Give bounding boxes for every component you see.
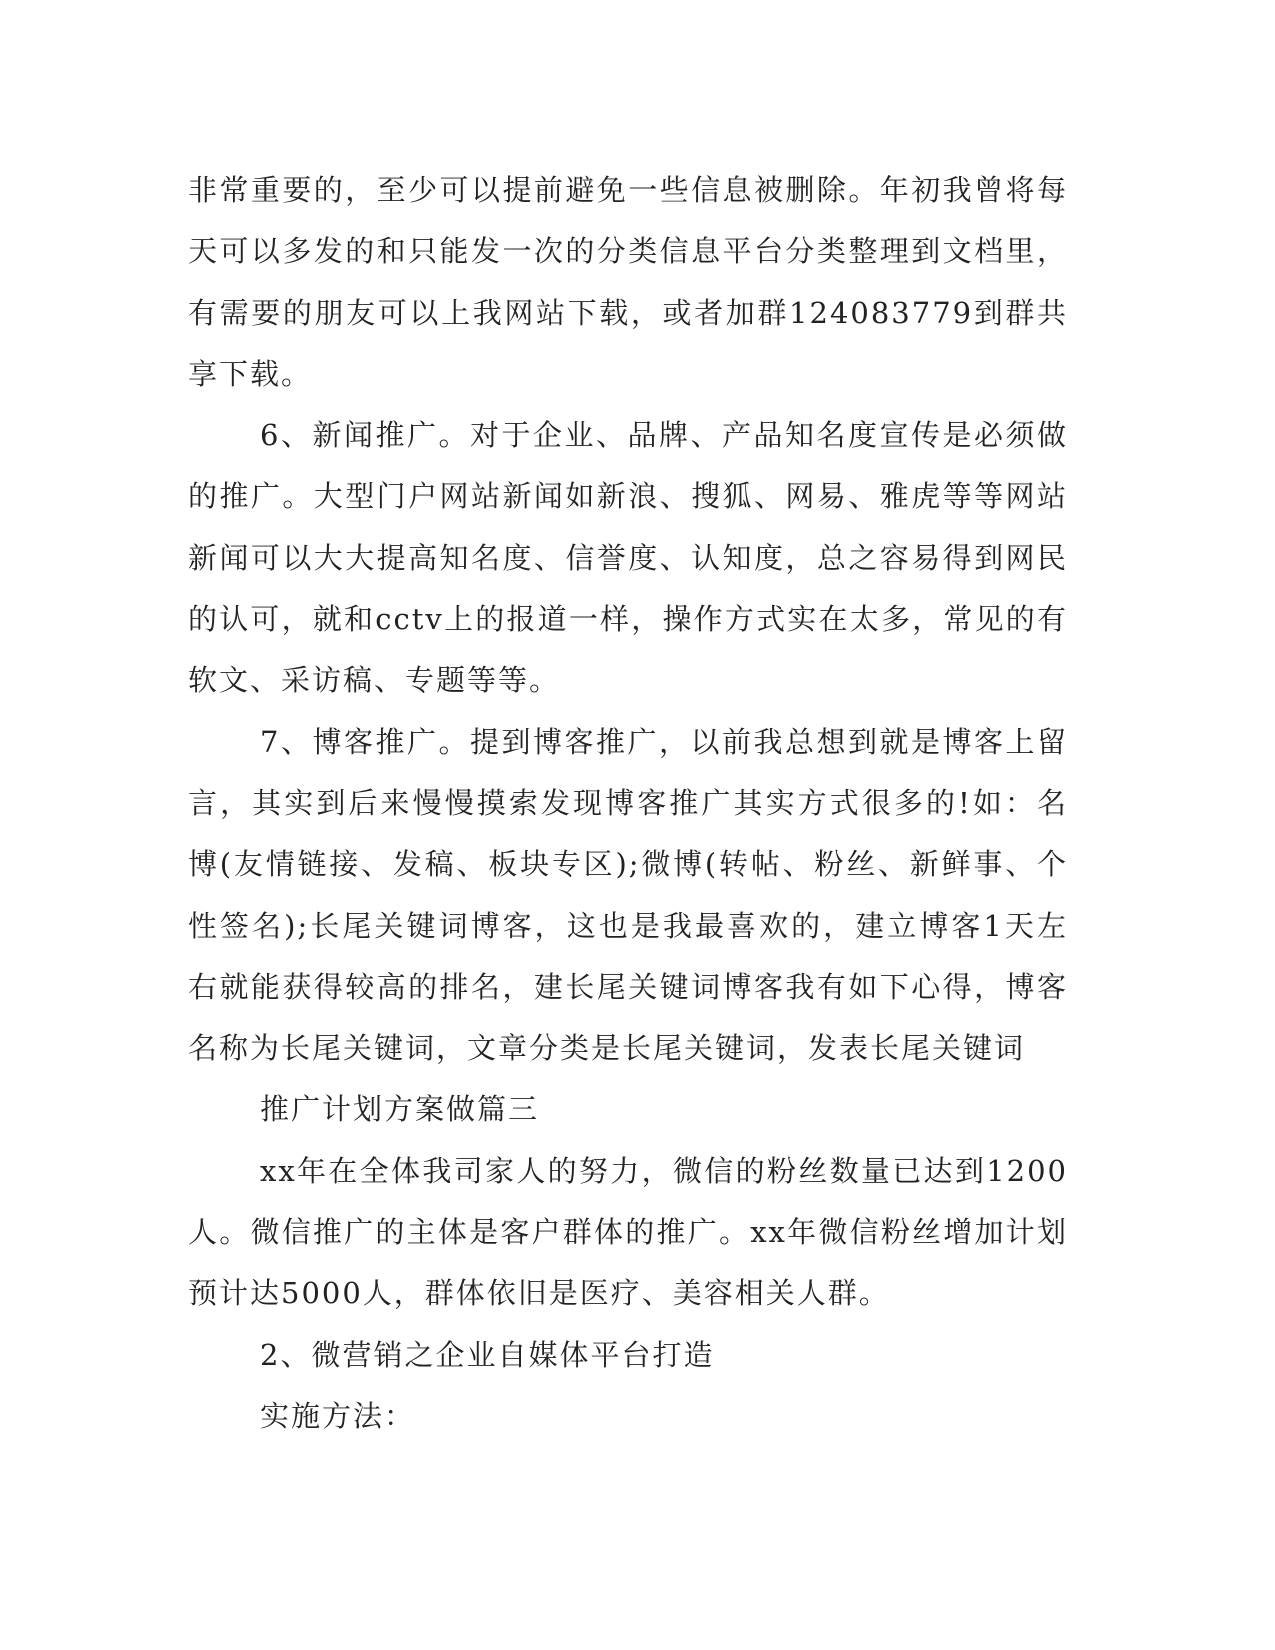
paragraph-wechat-fans: xx年在全体我司家人的努力，微信的粉丝数量已达到1200人。微信推广的主体是客户群体的推广。xx年微信粉丝增加计划预计达5000人，群体依旧是医疗、美容相关人群。 — [188, 1153, 1068, 1311]
paragraph-news-promotion: 6、新闻推广。对于企业、品牌、产品知名度宣传是必须做的推广。大型门户网站新闻如新浪、搜狐、网易、雅虎等等网站新闻可以大大提高知名度、信誉度、认知度，总之容易得到网民的认可，就和cctv上的报道一样，操作方式实在太多，常见的有软文、采访稿、专题等等。 — [188, 418, 1068, 698]
paragraph-we-media-platform: 2、微营销之企业自媒体平台打造 — [260, 1337, 715, 1372]
section-heading-plan-three: 推广计划方案做篇三 — [260, 1092, 540, 1127]
document-body — [188, 160, 1068, 1447]
paragraph-info-platforms: 非常重要的，至少可以提前避免一些信息被删除。年初我曾将每天可以多发的和只能发一次的分类信息平台分类整理到文档里，有需要的朋友可以上我网站下载，或者加群124083779到群共享下载。 — [188, 173, 1068, 391]
paragraph-blog-promotion: 7、博客推广。提到博客推广，以前我总想到就是博客上留言，其实到后来慢慢摸索发现博客推广其实方式很多的!如：名博(友情链接、发稿、板块专区);微博(转帖、粉丝、新鲜事、个性签名);长尾关键词博客，这也是我最喜欢的，建立博客1天左右就能获得较高的排名，建长尾关键词博客我有如下心得，博客名称为长尾关键词，文章分类是长尾关键词，发表长尾关键词 — [188, 724, 1068, 1066]
paragraph-implementation-method: 实施方法： — [260, 1398, 416, 1433]
